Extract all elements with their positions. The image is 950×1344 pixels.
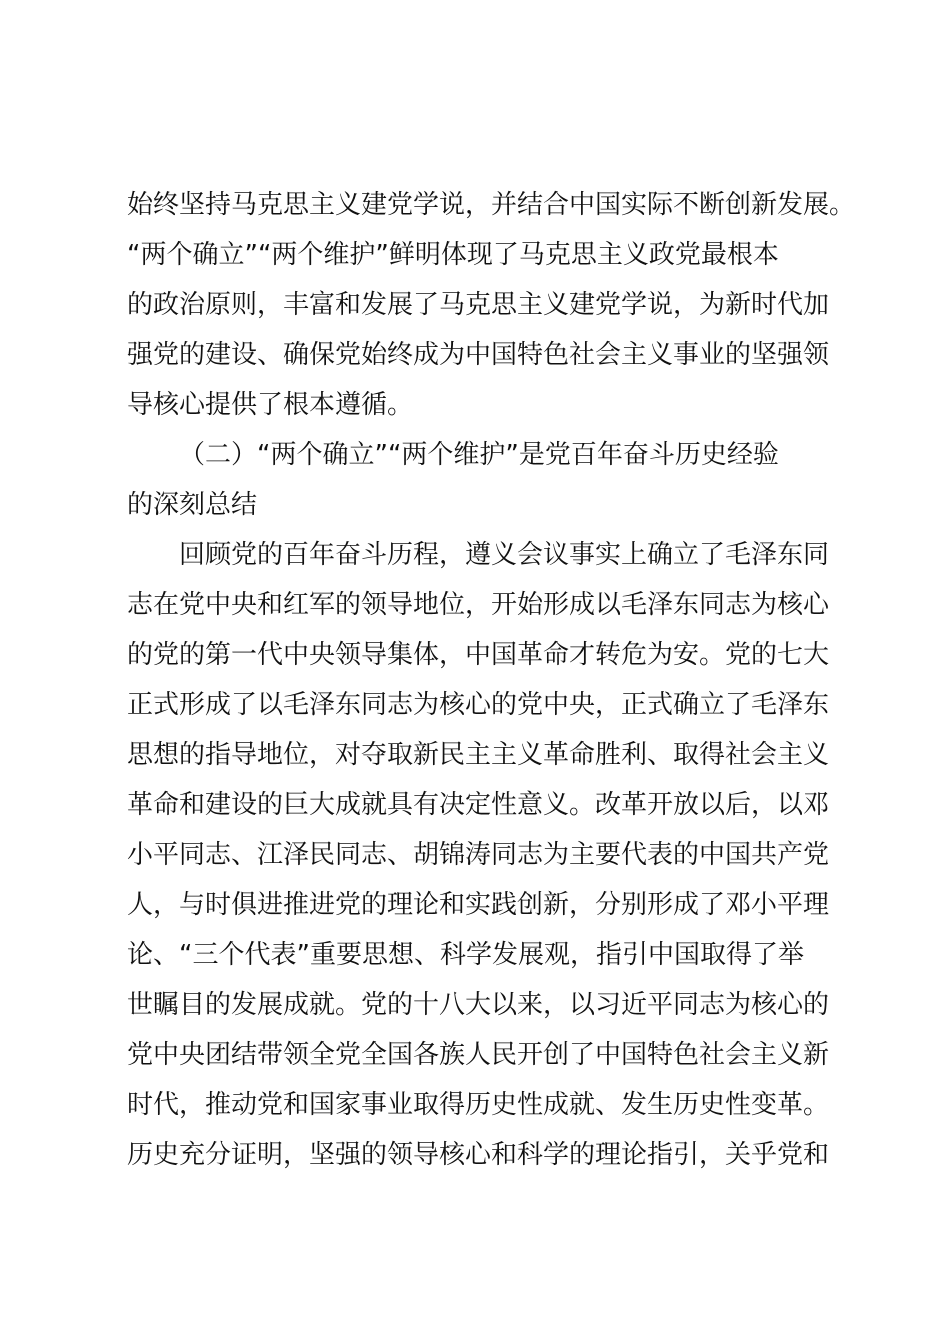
paragraph-first-line: 回顾党的百年奋斗历程，遵义会议事实上确立了毛泽东同 [179,540,830,570]
section-heading-line: （二）“两个确立”“两个维护”是党百年奋斗历史经验 [179,440,779,470]
text-line: 强党的建设、确保党始终成为中国特色社会主义事业的坚强领 [127,340,830,370]
body-text [127,180,856,1180]
text-line: 世瞩目的发展成就。党的十八大以来，以习近平同志为核心的 [127,990,830,1020]
text-line: 导核心提供了根本遵循。 [127,390,414,420]
text-line: 的政治原则，丰富和发展了马克思主义建党学说，为新时代加 [127,290,830,320]
text-line: 人，与时俱进推进党的理论和实践创新，分别形成了邓小平理 [127,890,830,920]
text-line: 志在党中央和红军的领导地位，开始形成以毛泽东同志为核心 [127,590,830,620]
text-line: 革命和建设的巨大成就具有决定性意义。改革开放以后，以邓 [127,790,830,820]
text-line: 始终坚持马克思主义建党学说，并结合中国实际不断创新发展。 [127,190,856,220]
text-line: 正式形成了以毛泽东同志为核心的党中央，正式确立了毛泽东 [127,690,830,720]
text-line: 论、“三个代表”重要思想、科学发展观，指引中国取得了举 [127,940,804,970]
text-line: 的党的第一代中央领导集体，中国革命才转危为安。党的七大 [127,640,830,670]
text-line: 小平同志、江泽民同志、胡锦涛同志为主要代表的中国共产党 [127,840,830,870]
text-line: 党中央团结带领全党全国各族人民开创了中国特色社会主义新 [127,1040,830,1070]
section-heading-line: 的深刻总结 [127,490,258,520]
text-line: “两个确立”“两个维护”鲜明体现了马克思主义政党最根本 [127,240,779,270]
text-line: 时代，推动党和国家事业取得历史性成就、发生历史性变革。 [127,1090,830,1120]
text-line: 思想的指导地位，对夺取新民主主义革命胜利、取得社会主义 [127,740,830,770]
text-line: 历史充分证明，坚强的领导核心和科学的理论指引，关乎党和 [127,1140,830,1170]
